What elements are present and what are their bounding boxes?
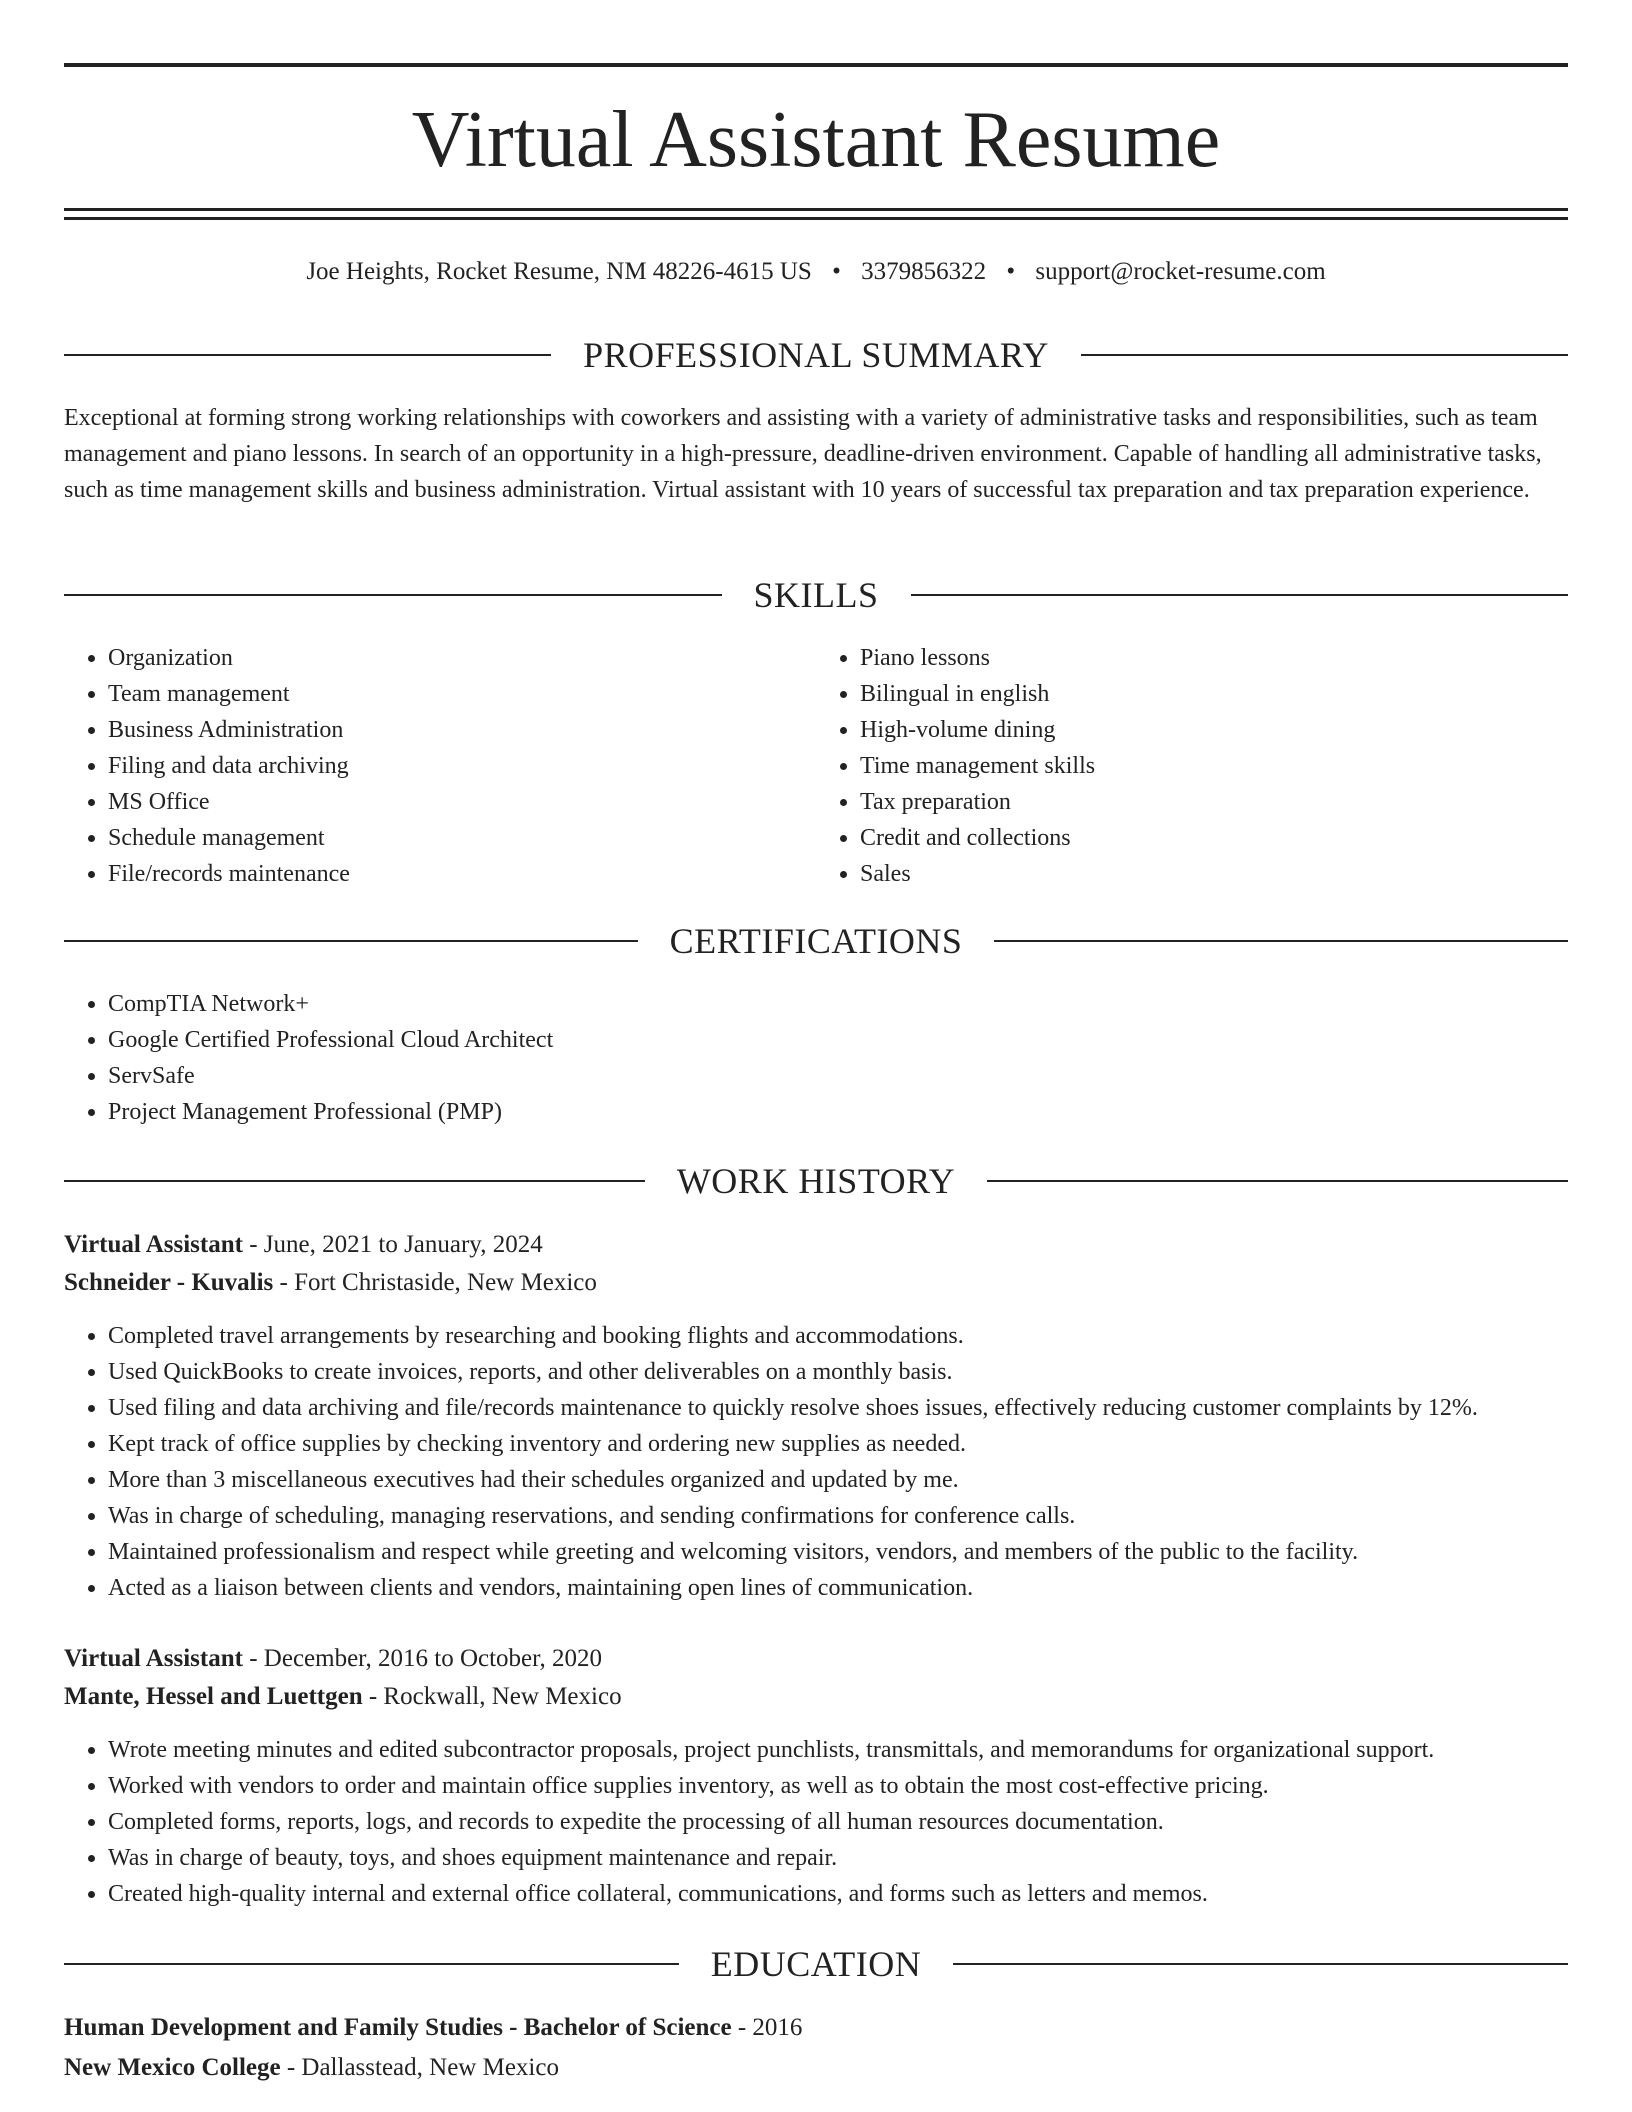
certifications-list bbox=[64, 986, 1568, 1130]
contact-email: support@rocket-resume.com bbox=[1035, 258, 1326, 285]
job-title-line bbox=[64, 1226, 1568, 1264]
job-dates: - June, 2021 to January, 2024 bbox=[242, 1231, 543, 1258]
skill-item: • Business Administration bbox=[108, 712, 816, 748]
divider-line bbox=[64, 1180, 645, 1182]
divider-line bbox=[64, 354, 551, 356]
divider-line bbox=[64, 940, 638, 942]
section-header-certifications bbox=[64, 919, 1568, 963]
job-duty-item: • Created high-quality internal and external office collateral, communications, and forms such as letters and memos. bbox=[108, 1876, 1568, 1912]
divider-line bbox=[911, 594, 1569, 596]
skill-item: • Organization bbox=[108, 640, 816, 676]
certification-item: • ServSafe bbox=[108, 1058, 1568, 1094]
job-duty-item: • Maintained professionalism and respect while greeting and welcoming visitors, vendors, and members of the public to the facility. bbox=[108, 1534, 1568, 1570]
job-duties bbox=[64, 1318, 1568, 1606]
certification-item: • Project Management Professional (PMP) bbox=[108, 1094, 1568, 1130]
section-header-education bbox=[64, 1942, 1568, 1986]
skills-list bbox=[64, 640, 1568, 892]
job-title: Virtual Assistant bbox=[64, 1231, 243, 1258]
section-header-work-history bbox=[64, 1159, 1568, 1203]
job-title-line bbox=[64, 1640, 1568, 1678]
resume-title: Virtual Assistant Resume bbox=[411, 96, 1221, 184]
top-rule bbox=[64, 63, 1568, 67]
education-school: New Mexico College bbox=[64, 2054, 281, 2081]
education-year: - 2016 bbox=[731, 2014, 803, 2041]
skill-item: • Credit and collections bbox=[860, 820, 1568, 856]
certifications-bullets bbox=[64, 986, 1568, 1130]
job-duty-item: • Kept track of office supplies by checking inventory and ordering new supplies as needed. bbox=[108, 1426, 1568, 1462]
skill-item: • Bilingual in english bbox=[860, 676, 1568, 712]
job-duty-item: • Completed forms, reports, logs, and records to expedite the processing of all human resources documentation. bbox=[108, 1804, 1568, 1840]
education-school-line bbox=[64, 2048, 1568, 2088]
job-location: - Fort Christaside, New Mexico bbox=[273, 1269, 597, 1296]
skill-item: • Time management skills bbox=[860, 748, 1568, 784]
education-entry bbox=[64, 2008, 1568, 2088]
job-company-line bbox=[64, 1678, 1568, 1716]
divider-line bbox=[64, 1963, 679, 1965]
summary-text: Exceptional at forming strong working relationships with coworkers and assisting with a variety of administrative tasks and responsibilities, such as team management and piano lessons. In search of an opportunity in a high-pressure, deadline-driven environment. Capable of handling all administrative tasks, such as time management skills and business administration. Virtual assistant with 10 years of successful tax preparation and tax preparation experience. bbox=[64, 405, 1542, 503]
job-duty-item: • Used filing and data archiving and file/records maintenance to quickly resolve shoes issues, effectively reducing customer complaints by 12%. bbox=[108, 1390, 1568, 1426]
divider-line bbox=[987, 1180, 1568, 1182]
contact-separator: • bbox=[832, 258, 841, 285]
skill-item: • Team management bbox=[108, 676, 816, 712]
skill-item: • Tax preparation bbox=[860, 784, 1568, 820]
job-duty-item: • Was in charge of beauty, toys, and shoes equipment maintenance and repair. bbox=[108, 1840, 1568, 1876]
job-duty-item: • Acted as a liaison between clients and vendors, maintaining open lines of communication. bbox=[108, 1570, 1568, 1606]
certification-item: • CompTIA Network+ bbox=[108, 986, 1568, 1022]
skill-item: • Filing and data archiving bbox=[108, 748, 816, 784]
job-company-line bbox=[64, 1264, 1568, 1302]
skills-column-right bbox=[816, 640, 1568, 892]
section-title-certifications: CERTIFICATIONS bbox=[669, 921, 963, 961]
certification-item: • Google Certified Professional Cloud Architect bbox=[108, 1022, 1568, 1058]
job-duty-item: • Completed travel arrangements by researching and booking flights and accommodations. bbox=[108, 1318, 1568, 1354]
section-title-work-history: WORK HISTORY bbox=[676, 1161, 956, 1201]
job-entry bbox=[64, 1640, 1568, 1912]
section-header-summary bbox=[64, 333, 1568, 377]
job-duty-item: • Used QuickBooks to create invoices, reports, and other deliverables on a monthly basis. bbox=[108, 1354, 1568, 1390]
divider-line bbox=[953, 1963, 1568, 1965]
section-header-skills bbox=[64, 573, 1568, 617]
job-duty-item: • Wrote meeting minutes and edited subcontractor proposals, project punchlists, transmittals, and memorandums for organizational support. bbox=[108, 1732, 1568, 1768]
skill-item: • File/records maintenance bbox=[108, 856, 816, 892]
contact-phone: 3379856322 bbox=[861, 258, 987, 285]
skills-column-left bbox=[64, 640, 816, 892]
skill-item: • Sales bbox=[860, 856, 1568, 892]
job-duty-item: • Worked with vendors to order and maintain office supplies inventory, as well as to obtain the most cost-effective pricing. bbox=[108, 1768, 1568, 1804]
job-entry bbox=[64, 1226, 1568, 1606]
education-degree-line bbox=[64, 2008, 1568, 2048]
job-duty-item: • More than 3 miscellaneous executives had their schedules organized and updated by me. bbox=[108, 1462, 1568, 1498]
divider-line bbox=[64, 594, 722, 596]
education-degree: Human Development and Family Studies - Bachelor of Science bbox=[64, 2014, 732, 2041]
divider-line bbox=[1081, 354, 1568, 356]
job-location: - Rockwall, New Mexico bbox=[362, 1683, 622, 1710]
divider-line bbox=[994, 940, 1568, 942]
section-title-skills: SKILLS bbox=[753, 575, 879, 615]
skill-item: • MS Office bbox=[108, 784, 816, 820]
job-company: Schneider - Kuvalis bbox=[64, 1269, 274, 1296]
contact-address: Joe Heights, Rocket Resume, NM 48226-4615 US bbox=[306, 258, 812, 285]
education-location: - Dallasstead, New Mexico bbox=[280, 2054, 559, 2081]
contact-separator: • bbox=[1006, 258, 1016, 285]
job-title: Virtual Assistant bbox=[64, 1645, 243, 1672]
title-double-rule bbox=[64, 208, 1568, 220]
skill-item: • Schedule management bbox=[108, 820, 816, 856]
job-dates: - December, 2016 to October, 2020 bbox=[242, 1645, 602, 1672]
contact-line bbox=[64, 254, 1568, 290]
section-title-education: EDUCATION bbox=[710, 1944, 922, 1984]
job-duty-item: • Was in charge of scheduling, managing reservations, and sending confirmations for conference calls. bbox=[108, 1498, 1568, 1534]
job-duties bbox=[64, 1732, 1568, 1912]
section-title-summary: PROFESSIONAL SUMMARY bbox=[583, 335, 1049, 375]
skill-item: • High-volume dining bbox=[860, 712, 1568, 748]
skill-item: • Piano lessons bbox=[860, 640, 1568, 676]
job-company: Mante, Hessel and Luettgen bbox=[64, 1683, 363, 1710]
